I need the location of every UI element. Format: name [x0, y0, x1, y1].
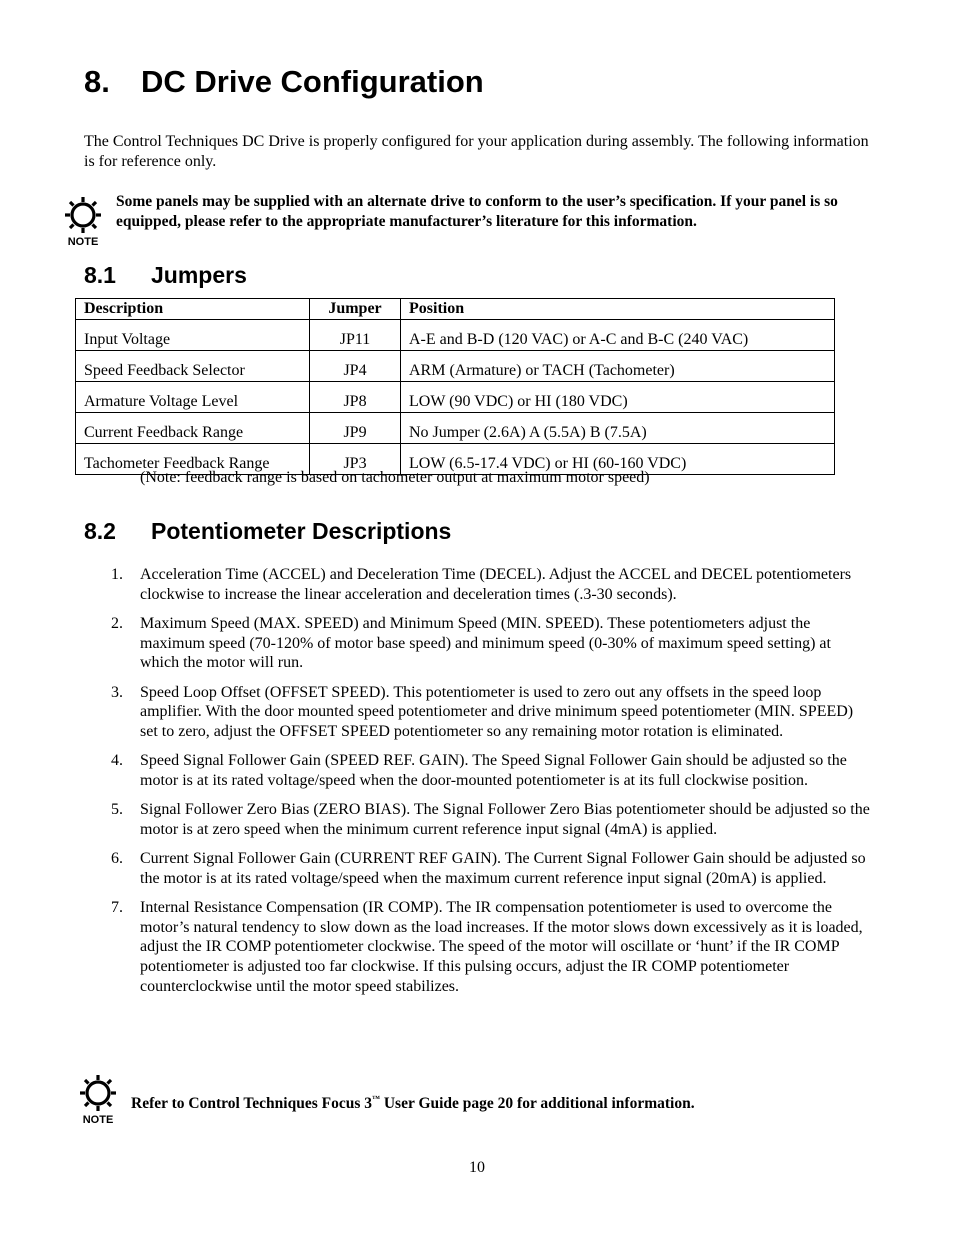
list-item: [84, 898, 874, 997]
trademark-symbol: ™: [371, 1094, 380, 1103]
cell-jumper: JP9: [310, 413, 401, 444]
list-item-text: Signal Follower Zero Bias (ZERO BIAS). The Signal Follower Zero Bias potentiometer should be adjusted so the motor is at zero speed when the minimum current reference input signal (4mA) is applied.: [140, 801, 870, 838]
list-item-text: Maximum Speed (MAX. SPEED) and Minimum Speed (MIN. SPEED). These potentiometers adjust the maximum speed (70-120% of motor base speed) and minimum speed (0-30% of maximum speed setting) at which the motor will run.: [140, 614, 831, 672]
note-label: NOTE: [67, 236, 99, 248]
potentiometer-list: [84, 565, 874, 1006]
jumpers-table: [75, 298, 835, 475]
list-item-number: 4.: [111, 752, 123, 770]
list-item-text: Current Signal Follower Gain (CURRENT REF GAIN). The Current Signal Follower Gain should be adjusted so the motor is at its rated voltage/speed when the maximum current reference input signal (20mA) is applied.: [140, 849, 866, 887]
list-item-text: Speed Signal Follower Gain (SPEED REF. GAIN). The Speed Signal Follower Gain should be adjusted so the motor is at its rated voltage/speed when the door-mounted potentiometer is at its full clockwise position.: [140, 752, 847, 789]
list-item-number: 2.: [111, 614, 123, 632]
list-item: [84, 751, 874, 790]
table-row: [76, 382, 835, 413]
list-item-number: 7.: [111, 898, 123, 916]
list-item: [84, 683, 874, 742]
list-item: [84, 614, 874, 673]
cell-jumper: JP11: [310, 320, 401, 351]
cell-description: Speed Feedback Selector: [76, 351, 310, 382]
table-header-row: [76, 299, 835, 320]
table-row: [76, 320, 835, 351]
list-item: [84, 849, 874, 888]
cell-position: No Jumper (2.6A) A (5.5A) B (7.5A): [401, 413, 835, 444]
list-item: [84, 800, 874, 839]
cell-position: A-E and B-D (120 VAC) or A-C and B-C (240 VAC): [401, 320, 835, 351]
table-row: [76, 351, 835, 382]
note-label: NOTE: [82, 1114, 114, 1126]
reference-text: Refer to Control Techniques Focus 3: [131, 1095, 372, 1112]
page-title: [84, 64, 484, 100]
section-title: Jumpers: [151, 262, 247, 288]
list-item: [84, 565, 874, 604]
section-title: Potentiometer Descriptions: [151, 518, 452, 544]
cell-jumper: JP4: [310, 351, 401, 382]
cell-description: Tachometer Feedback Range: [76, 444, 310, 475]
list-item-number: 6.: [111, 849, 123, 867]
list-item-text: Internal Resistance Compensation (IR COMP). The IR compensation potentiometer is used to overcome the motor’s natural tendency to slow down as the load increases. If the motor slows down excessively as it is loaded, adjust the IR COMP potentiometer clockwise. The speed of the motor will oscillate or ‘hunt’ if the IR COMP potentiometer is adjusted too far clockwise. If this pulsing occurs, adjust the IR COMP potentiometer counterclockwise until the motor speed stabilizes.: [140, 898, 863, 995]
list-item-text: Speed Loop Offset (OFFSET SPEED). This potentiometer is used to zero out any offsets in the speed loop amplifier. With the door mounted speed potentiometer and drive minimum speed potentiometer (MIN. SPEED) set to zero, adjust the OFFSET SPEED potentiometer so any remaining motor rotation is eliminated.: [140, 683, 854, 740]
list-item-number: 3.: [111, 683, 123, 701]
intro-paragraph: The Control Techniques DC Drive is properly configured for your application during assembly. The following information is for reference only.: [84, 133, 869, 170]
section-number: 8.2: [84, 518, 116, 544]
page-number: 10: [469, 1159, 485, 1176]
reference-text-end: User Guide page 20 for additional information.: [379, 1095, 695, 1112]
note-text: Some panels may be supplied with an alternate drive to conform to the user’s specification. If your panel is so equipped, please refer to the appropriate manufacturer’s literature for this information.: [116, 193, 838, 230]
header-description: Description: [76, 299, 310, 320]
table-note: (Note: feedback range is based on tachometer output at maximum motor speed): [140, 469, 650, 486]
note-icon: [75, 1072, 121, 1132]
cell-position: ARM (Armature) or TACH (Tachometer): [401, 351, 835, 382]
cell-jumper: JP3: [310, 444, 401, 475]
list-item-number: 1.: [111, 566, 123, 583]
note-icon: [60, 194, 106, 254]
header-position: Position: [401, 299, 835, 320]
header-jumper: Jumper: [310, 299, 401, 320]
cell-position: LOW (90 VDC) or HI (180 VDC): [401, 382, 835, 413]
cell-position: LOW (6.5-17.4 VDC) or HI (60-160 VDC): [401, 444, 835, 475]
section-heading-potentiometers: [84, 518, 451, 545]
cell-description: Armature Voltage Level: [76, 382, 310, 413]
heading-title: DC Drive Configuration: [141, 64, 484, 99]
list-item-number: 5.: [111, 801, 123, 819]
section-heading-jumpers: [84, 262, 247, 289]
cell-description: Current Feedback Range: [76, 413, 310, 444]
table-row: [76, 413, 835, 444]
section-number: 8.1: [84, 262, 116, 288]
reference-note: [131, 1094, 695, 1113]
cell-jumper: JP8: [310, 382, 401, 413]
list-item-text: Acceleration Time (ACCEL) and Deceleration Time (DECEL). Adjust the ACCEL and DECEL potentiometers clockwise to increase the linear acceleration and deceleration times (.3-30 seconds).: [140, 566, 852, 603]
heading-number: 8.: [84, 64, 110, 99]
cell-description: Input Voltage: [76, 320, 310, 351]
